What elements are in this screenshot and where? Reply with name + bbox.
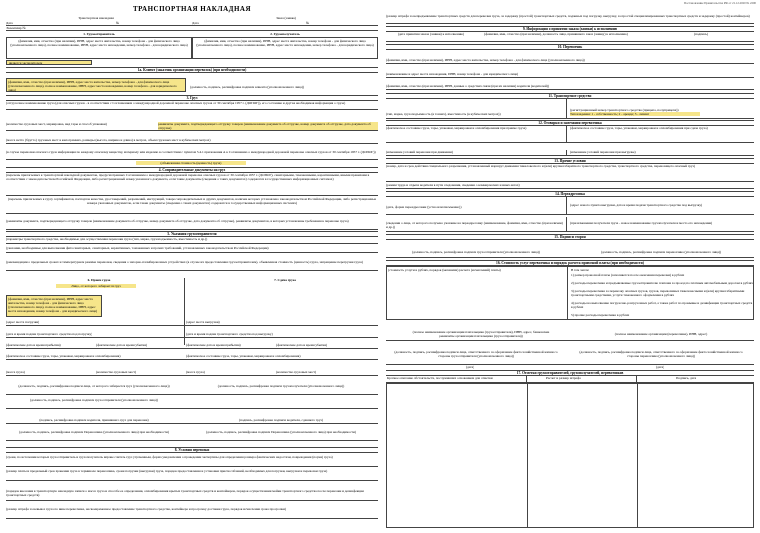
- conditions-field-2[interactable]: (размер платы и предельный срок хранения груза в терминале перевозчика, сроки погрузки (выгрузки) груза, порядок предоставления и установки приспособлений, необходимых для погрузки, выгрузки и перевозки груза): [6, 469, 378, 481]
- section-6-title: 6. Прием груза: [87, 278, 111, 282]
- remarks-accept-row[interactable]: (фактическое состояние груза, тары, упаковки, маркировки и опломбирования при приеме груза) (фактическое состояние груза, тары, упаковки, маркировки и опломбирования при сдаче груза): [386, 126, 754, 143]
- consignee-field[interactable]: (фамилия, имя, отчество (при наличии), ИНН, адрес места жительства, номер телефона - для физического лица (уполномоченного лица), полное наименование, ИНН, адрес места нахождения, номер телефона - для юридического лица): [192, 37, 378, 59]
- section-4-title: 4. Сопроводительные документы на груз: [6, 167, 378, 173]
- section-16-title: 16. Стоимость услуг перевозчика и порядок расчета провозной платы (при необходимости): [386, 260, 754, 266]
- section-2-title: 2. Грузополучатель: [270, 32, 300, 36]
- ownership-type-highlight: Тип владения: 1 - собственность; 2 - аренда; 3 - лизинг: [570, 112, 700, 116]
- conditions-field-3[interactable]: (порядок внесения в транспортную накладную записи о массе груза и способе ее определения, опломбирования крытых транспортных средств и контейнеров, порядок осуществления мойки транспортного средства после перевозки и дезинфекции транспортных средств): [6, 489, 378, 501]
- state-row[interactable]: (фактическое состояние груза, тары, упаковки, маркировки и опломбирования) (фактическое состояние груза, тары, упаковки, маркировки и опломбирования): [6, 354, 378, 360]
- address-row[interactable]: (адрес места погрузки) (адрес места выгрузки): [6, 320, 378, 326]
- vehicle-row[interactable]: (тип, марка, грузоподъемность (в тоннах), вместимость (в кубических метрах)) (регистрационный номер транспортного средства (прицепа, полуприцепа)) Тип владения: 1 - собственность; 2 - аренда; 3 - лизинг: [386, 99, 754, 119]
- section-3-title: 3. Груз: [6, 95, 378, 101]
- date-row: Дата № Дата №: [6, 21, 378, 26]
- certificates-field[interactable]: (перечень прилагаемых к грузу сертификатов, паспортов качества, удостоверений, разрешений, инструкций, товаросопроводительных и других документов, наличие которых установлено законодательством Российской Федерации, либо регистрационные номера указанных документов, если такие документы (сведения о таких документах) содержатся в государственных информационных системах): [6, 197, 378, 214]
- right-column: [386, 0, 754, 533]
- sign-row-2[interactable]: (должность, подпись, расшифровка подписи грузоотправителя (уполномоченного лица)): [6, 398, 378, 409]
- redirect-row-2[interactable]: (сведения о лице, от которого получено указание на переадресовку (наименование, фамилия, имя, отчество (при наличии) и др.)) (при изменении получателя груза - новое наименование грузополучателя и место его нахождения): [386, 217, 754, 232]
- page-title: ТРАНСПОРТНАЯ НАКЛАДНАЯ: [132, 5, 252, 13]
- marks-table-body[interactable]: [386, 383, 754, 528]
- responsible-row[interactable]: (должность, подпись, расшифровка подписи лица, ответственного за оформление факта хозяйственной жизни со стороны грузоотправителя (уполномоченного лица)) (должность, подпись, расшифровка подписи лица, ответственного за оформление факта хозяйственной жизни со стороны перевозчика (уполномоченного лица)): [386, 350, 754, 365]
- pickup-person-highlight: Лицо, от которого забирается груз: [56, 284, 136, 288]
- section-11-title: 11. Транспортное средство: [386, 93, 754, 99]
- section-13-title: 13. Прочие условия: [386, 158, 754, 164]
- copy-row: Экземпляр №: [6, 26, 378, 31]
- cost-block[interactable]: (стоимость услуги в рублях, порядок (механизм) расчета (исчислений) платы) В том числе: 1) размер провозной платы (заполняется после окончания перевозки) в рублях 2) расходы перевозчика и предъявляемые грузоотправителю платежи за проезд по платным автомобильным дорогам в рублях 3) расходы перевозчика за перевозку опасных грузов, грузов, перевозимых тяжеловесными и (или) крупногабаритными транспортными средствами, услуги таможенного оформления в рублях 4) расходы на выполнение погрузочно-разгрузочных работ, а также работ по промывке и дезинфекции транспортных средств в рублях 5) прочие расходы перевозчика в рублях: [386, 266, 754, 320]
- date-label-2: (дата): [656, 365, 665, 369]
- shipment-doc-highlight: реквизиты документа, подтверждающего отгрузку товаров (наименование документа об отгрузке, номер документа об отгрузке, дата документа об отгрузке): [158, 122, 378, 130]
- redirect-row-1[interactable]: (дата, форма переадресовки (устно или письменно)) (адрес нового пункта выгрузки, дата и время подачи транспортного средства под выгрузку): [386, 197, 754, 215]
- left-column: [6, 0, 378, 533]
- vehicle-params-field[interactable]: (параметры транспортного средства, необходимые для осуществления перевозки груза (тип, марка, грузоподъемность, вместимость и др.)): [6, 237, 378, 244]
- section-7-title: 7. Сдача груза: [274, 278, 296, 282]
- waybill-label: Транспортная накладная: [78, 16, 114, 20]
- penalty-field[interactable]: (размер штрафа за непредъявление транспортных средств для перевозки груза, за задержку (простой) транспортных средств, поданных под погрузку, выгрузку, за простой специализированных транспортных средств и задержку (простой) контейнеров): [386, 14, 754, 24]
- section-12-title: 12. Оговорки и замечания перевозчика: [386, 120, 754, 126]
- section-15-title: 15. Подписи сторон: [386, 234, 754, 240]
- driver-rest-field[interactable]: (режим труда и отдыха водителя в пути следования, сведения о коммерческих и иных актах): [386, 183, 754, 189]
- forwarder-checkbox[interactable]: является экспедитором: [6, 60, 92, 65]
- vehicle-time-row[interactable]: (дата и время подачи транспортного средства под погрузку) (дата и время подачи транспортного средства под выгрузку): [6, 332, 378, 338]
- sign-row-3[interactable]: (подпись, расшифровка подписи водителя, принявшего груз для перевозки) (подпись, расшифровка подписи водителя, сдавшего груз): [6, 418, 378, 424]
- payer-row[interactable]: (полное наименование организации плательщика (грузоотправителя), ИНН, адрес, банковские реквизиты организации плательщика (грузоотправителя)) (полное наименование организации (перевозчика), ИНН, адрес): [386, 330, 754, 341]
- client-field[interactable]: (фамилия, имя, отчество (при наличии), ИНН, адрес места жительства, номер телефона - для физического лица (уполномоченного лица), полное наименование, ИНН, адрес места нахождения, номер телефона - для юридического лица): [6, 78, 186, 92]
- signatures-row[interactable]: (должность, подпись, расшифровка подписи грузоотправителя (уполномоченного лица)) (должность, подпись, расшифровка подписи перевозчика (уполномоченного лица)): [386, 240, 754, 258]
- shipper-field[interactable]: (фамилия, имя, отчество (при наличии), ИНН, адрес места жительства, номер телефона - для физического лица (уполномоченного лица), полное наименование, ИНН, адрес места нахождения, номер телефона - для юридического лица): [6, 37, 192, 59]
- client-sign-note: (должность, подпись, расшифровка подписи клиента (уполномоченного лица)): [190, 85, 305, 89]
- section-14-title: 14. Переадресовка: [386, 191, 754, 197]
- shipment-doc-field[interactable]: (реквизиты документа, подтверждающего отгрузку товаров (наименование документа об отгрузке, номер документа об отгрузке, дата документа об отгрузке), реквизиты документов, в которых установлены требования к перевозке груза): [6, 219, 378, 230]
- section-10-title: 10. Перевозчик: [386, 44, 754, 50]
- declared-value-highlight: (объявленная стоимость (ценность) груза): [136, 161, 246, 165]
- pickup-person-field[interactable]: (фамилия, имя, отчество (при наличии), ИНН, адрес места жительства, номер телефона - для физического лица (уполномоченного лица), полное наименование, ИНН, адрес места нахождения, номер телефона - для юридического лица): [6, 295, 102, 317]
- mass-row[interactable]: (масса груза) (количество грузовых мест) (масса груза) (количество грузовых мест): [6, 370, 378, 376]
- cargo-places-field[interactable]: (количество грузовых мест, маркировка, вид тары и способ упаковки) реквизиты документа, подтверждающего отгрузку товаров (наименование документа об отгрузке, номер документа об отгрузке, дата документа об отгрузке): [6, 122, 378, 131]
- sign-row-1[interactable]: (должность, подпись, расшифровка подписи лица, от которого забирается груз (уполномоченного лица)) (должность, подпись, расшифровка подписи грузополучателя (уполномоченного лица)): [6, 384, 378, 395]
- approved-note: Постановление Правительства РФ от 21.12.2020 № 2200: [683, 1, 756, 5]
- section-17-title: 17. Отметки грузоотправителей, грузополучателей, перевозчиков: [386, 370, 754, 376]
- docs-list-field[interactable]: (перечень прилагаемых к транспортной накладной документов, предусмотренных Соглашением о международной дорожной перевозке опасных грузов от 30 сентября 1957 г. (ДОПОГ), санитарными, таможенными, карантинными, иными правилами в соответствии с законодательством Российской Федерации, либо регистрационный номер указанного документа, если такие документы (сведения о таких документах) содержатся в государственных информационных системах): [6, 173, 378, 196]
- carrier-person-field[interactable]: (фамилия, имя, отчество (при наличии), ИНН, адрес места жительства, номер телефона - для физического лица (уполномоченного лица)): [386, 58, 754, 64]
- section-1-title: 1. Грузоотправитель: [83, 32, 115, 36]
- section-9-title: 9. Информация о принятии заказа (заявки) к исполнению: [386, 26, 754, 32]
- cargo-name-field[interactable]: (отгрузочное наименование груза (для опасных грузов - в соответствии с Соглашением о международной дорожной перевозке опасных грузов от 30 сентября 1957 г. (ДОПОГ)), его состояние и другая необходимая информация о грузе): [6, 101, 378, 110]
- remarks-change-row[interactable]: (изменение условий перевозки при движении) (изменение условий перевозки при выгрузке): [386, 150, 754, 156]
- section-1a-title: 1а. Клиент (заказчик организации перевозок) (при необходимости): [6, 67, 378, 73]
- order-label: Заказ (заявка): [276, 16, 296, 20]
- carrier-org-field[interactable]: (наименование и адрес места нахождения, ИНН, номер телефона - для юридического лица): [386, 72, 754, 78]
- driver-field[interactable]: (фамилия, имя, отчество (при наличии), ИНН, данные о средствах связи (при их наличии) водителя (водителей)): [386, 84, 754, 90]
- section-5-title: 5. Указания грузоотправителя: [6, 231, 378, 237]
- order-accept-row[interactable]: (дата принятия заказа (заявки) к исполнению) (фамилия, имя, отчество (при наличии), должность лица, принявшего заказ (заявку) к исполнению) (подпись): [386, 32, 754, 42]
- permit-field[interactable]: (номер, дата и срок действия специального разрешения, установленный маршрут движения тяжеловесного и (или) крупногабаритного транспортного средства, транспортного средства, перевозящего опасный груз): [386, 164, 754, 182]
- fact-time-row[interactable]: (фактические дата и время прибытия) (фактические дата и время убытия) (фактические дата и время прибытия) (фактические дата и время убытия): [6, 343, 378, 349]
- marks-header-row: Краткое описание обстоятельств, послуживших основанием для отметки Расчет и размер штрафа Подпись, дата: [386, 376, 754, 383]
- recommendations-field[interactable]: (рекомендации о предельных сроках и температурном режиме перевозки, сведения о запорно-пломбировочных устройствах (в случае их предоставления грузоотправителем), объявленная стоимость (ценность) груза, запрещение перегрузки груза): [6, 260, 378, 271]
- section-8-title: 8. Условия перевозки: [6, 447, 378, 453]
- dangerous-cargo-field[interactable]: (в случае перевозки опасного груза информация по каждому опасному веществу, материалу или изделию в соответствии с пунктом 5.4.1 приложения А к Соглашению о международной дорожной перевозке опасных грузов от 30 сентября 1957 г. (ДОПОГ)): [6, 150, 378, 160]
- conditions-field-4[interactable]: (размер штрафа за невывоз груза по вине перевозчика, несвоевременное предоставление транспортного средства, контейнера и просрочку доставки груза, порядок исчисления срока просрочки): [6, 507, 378, 519]
- date-label-1: (дата): [466, 365, 475, 369]
- cargo-mass-field[interactable]: (масса нетто (брутто) грузовых мест в килограммах, размеры (высота, ширина и длина) в метрах, объем грузовых мест в кубических метрах): [6, 138, 378, 144]
- sign-row-4[interactable]: (должность, подпись, расшифровка подписи Перевозчика (уполномоченного лица) при необходимости) (должность, подпись, расшифровка подписи Перевозчика (уполномоченного лица) при необходимости): [6, 430, 378, 441]
- conditions-field-1[interactable]: (сроки, по истечении которых грузоотправитель и грузополучатель вправе считать груз утраченным, форма уведомления о проведении экспертизы для определения размера фактических недостачи, повреждения (порчи) груза): [6, 455, 378, 467]
- sanitary-instructions-field[interactable]: (указания, необходимые для выполнения фитосанитарных, санитарных, карантинных, таможенных и прочих требований, установленных законодательством Российской Федерации): [6, 246, 378, 253]
